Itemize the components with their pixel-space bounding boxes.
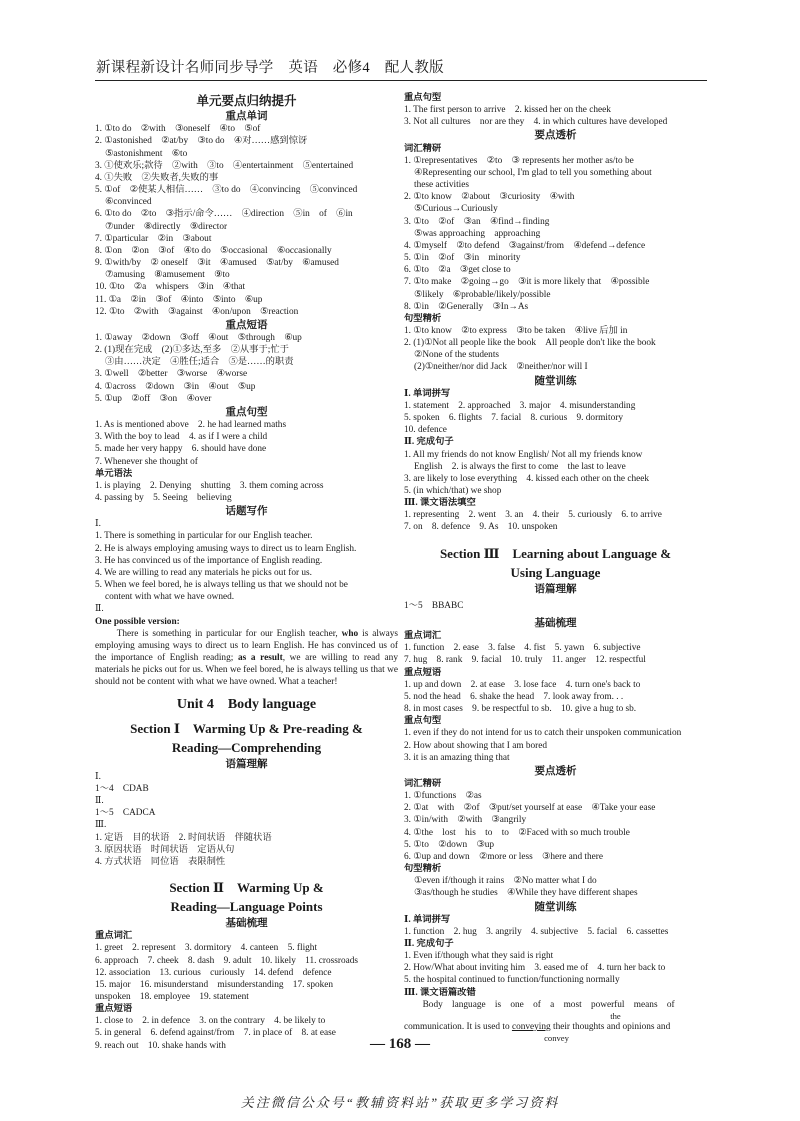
answer-line: 2. (1)①Not all people like the book All people don't like the book: [404, 338, 656, 349]
s3-d1: [404, 926, 707, 938]
answer-line: ⑤astonishment ⑥to: [105, 148, 188, 159]
footer-note: 关注微信公众号“教辅资料站”获取更多学习资料: [240, 1095, 560, 1110]
answer-line: 2. (1)现在完成 (2)①多达,至多 ②从事于;忙于: [95, 345, 289, 356]
correction-mark-2: convey: [544, 1033, 569, 1044]
answer-line: 1. ①away ②down ③off ④out ⑤through ⑥up: [95, 332, 302, 343]
phrase-heading: 重点短语: [225, 319, 268, 331]
answer-line: 1. greet 2. represent 3. dormitory 4. canteen 5. flight: [95, 943, 318, 954]
answer-line: 3. Not all cultures nor are they 4. in which cultures have developed: [404, 117, 668, 128]
correction-line-1: Body language is one of a most powerful means of: [404, 999, 675, 1010]
answer-line: 1. close to 2. in defence 3. on the contrary 4. be likely to: [95, 1016, 326, 1027]
answer-line: 3. With the boy to lead 4. as if I were a child: [95, 432, 268, 443]
essay-bold-who: who: [341, 628, 359, 639]
section-1-answers: [95, 771, 398, 868]
answer-line: 1～5 CADCA: [95, 808, 156, 819]
section-2-vocab-heading: 重点词汇: [95, 931, 133, 942]
s3-pattern-heading: 句型精析: [404, 864, 442, 875]
answer-line: 6. approach 7. cheek 8. dash 9. adult 10. likely 11. crossroads: [95, 955, 359, 966]
answer-line: content with what we have owned.: [105, 592, 235, 603]
answer-line: 3. are likely to lose everything 4. kissed each other on the cheek: [404, 473, 649, 484]
answer-line: ④Representing our school, I'm glad to tell you something about: [414, 167, 652, 178]
answer-line: 1. even if they do not intend for us to catch their unspoken communication: [404, 728, 682, 739]
answer-line: 11. ①a ②in ③of ④into ⑤into ⑥up: [95, 294, 263, 305]
s3-vocab: [404, 642, 707, 666]
writing-list: [95, 530, 398, 603]
s3-vocab2-heading: 词汇精研: [404, 778, 442, 789]
drill-heading: 随堂训练: [534, 375, 577, 387]
answer-line: 10. defence: [404, 425, 447, 436]
answer-line: 1. There is something in particular for our English teacher.: [95, 531, 313, 542]
answer-line: 8. ①in ②Generally ③In→As: [404, 301, 529, 312]
pattern-heading: 句型精析: [404, 313, 442, 324]
answer-line: 3. ①well ②better ③worse ④worse: [95, 369, 248, 380]
answer-line: 7. Whenever she thought of: [95, 456, 198, 467]
answer-line: 5. in general 6. defend against/from 7. in place of 8. at ease: [95, 1028, 336, 1039]
essay-bold-as-a-result: as a result: [237, 653, 283, 664]
answer-line: 2. How about showing that I am bored: [404, 740, 548, 751]
key-heading: 要点透析: [534, 130, 577, 142]
s3-phrase-heading: 重点短语: [404, 667, 442, 678]
answer-line: ①even if/though it rains ②No matter what I do: [414, 876, 597, 887]
drill-2-list: [404, 449, 707, 498]
s3-sentences: [404, 727, 707, 763]
answer-line: 1. function 2. hug 3. angrily 4. subjective 5. facial 6. cassettes: [404, 926, 669, 937]
s3-key-heading: 要点透析: [534, 765, 577, 777]
s3-d2: [404, 950, 707, 986]
answer-line: 1. ①representatives ②to ③ represents her mother as/to be: [404, 155, 634, 166]
correction-text-b: their thoughts and opinions and: [550, 1021, 671, 1032]
sample-essay: [95, 628, 398, 689]
answer-line: Ⅱ.: [95, 796, 104, 807]
answer-line: Ⅲ.: [95, 820, 107, 831]
answer-line: 5. ①in ②of ③in minority: [404, 253, 521, 264]
answer-line: 1. is playing 2. Denying shutting 3. them coming across: [95, 480, 324, 491]
sent-heading-r: 重点句型: [404, 93, 442, 103]
answer-line: 1～4 CDAB: [95, 783, 149, 794]
s3-vocab2: [404, 790, 707, 863]
correction-error-word: conveying: [511, 1021, 551, 1032]
answer-line: ⑦amusing ⑧amusement ⑨to: [105, 270, 230, 281]
s3-sent-heading: 重点句型: [404, 716, 442, 727]
section-2-line-1: Section Ⅱ Warming Up &: [169, 880, 324, 896]
answer-line: 1. As is mentioned above 2. he had learned maths: [95, 420, 287, 431]
answer-line: 1. ①functions ②as: [404, 791, 482, 802]
answer-line: ⑥convinced: [105, 197, 152, 208]
answer-line: 6. ①to ②a ③get close to: [404, 265, 511, 276]
answer-line: 5. ①to ②down ③up: [404, 839, 495, 850]
section-3-answers: 1～5 BBABC: [404, 600, 464, 611]
answer-line: 15. major 16. misunderstand misunderstanding 17. spoken: [95, 979, 334, 990]
answer-line: 1. The first person to arrive 2. kissed her on the cheek: [404, 105, 611, 116]
answer-line: 3. ①in/with ②with ③angrily: [404, 815, 527, 826]
right-column: [404, 92, 707, 1043]
answer-line: 7. ①to make ②going→go ③it is more likely that ④possible: [404, 277, 650, 288]
answer-line: 5. spoken 6. flights 7. facial 8. curious 9. dormitory: [404, 413, 623, 424]
answer-line: ③由……决定 ④胜任;适合 ⑤是……的职责: [105, 357, 294, 368]
answer-line: 1. All my friends do not know English/ Not all my friends know: [404, 449, 643, 460]
left-column: [95, 92, 398, 1052]
answer-line: ③as/though he studies ④While they have different shapes: [414, 888, 638, 899]
answer-line: 1. Even if/though what they said is right: [404, 951, 554, 962]
essay-part-2: is always employing amusing ways to direct us to learn English. He has convinced us of the importance of English reading;: [95, 628, 399, 664]
answer-line: ②None of the students: [414, 350, 500, 361]
writing-part-i: Ⅰ.: [95, 519, 101, 530]
correction-mark-1: the: [610, 1010, 621, 1021]
answer-line: Ⅰ.: [95, 771, 101, 782]
answer-line: 3. He has convinced us of the importance of English reading.: [95, 555, 323, 566]
section-2-vocab: [95, 942, 398, 1003]
correction-line-2: [404, 1021, 707, 1033]
drill-3-list: [404, 509, 707, 533]
writing-part-ii: Ⅱ.: [95, 604, 104, 615]
vocab-heading: 重点单词: [225, 111, 268, 123]
s3-d3-heading: Ⅲ. 课文语篇改错: [404, 987, 476, 998]
answer-line: 2. ①to know ②about ③curiosity ④with: [404, 192, 575, 203]
correction-text-a: communication. It is used to: [404, 1021, 512, 1032]
s3-d2-heading: Ⅱ. 完成句子: [404, 939, 454, 949]
answer-line: unspoken 18. employee 19. statement: [95, 992, 249, 1002]
s3-d1-heading: Ⅰ. 单词拼写: [404, 914, 451, 925]
s3-pattern: [404, 875, 707, 899]
writing-heading: 话题写作: [225, 506, 268, 518]
page-number: — 168 —: [370, 1036, 430, 1052]
section-2-phrase-heading: 重点短语: [95, 1004, 133, 1015]
answer-line: ⑤likely ⑥probable/likely/possible: [414, 289, 551, 300]
grammar-heading: 单元语法: [95, 468, 133, 479]
unit-summary-title: 单元要点归纳提升: [196, 94, 297, 108]
answer-line: 4. We are willing to read any materials he picks out for us.: [95, 567, 312, 578]
running-header: 新课程新设计名师同步导学 英语 必修4 配人教版: [96, 60, 444, 76]
section-1-line-2: Reading—Comprehending: [171, 739, 322, 755]
vocab-study-list: [404, 155, 707, 313]
answer-line: ⑤Curious→Curiously: [414, 204, 498, 215]
answer-line: 1. 定语 目的状语 2. 时间状语 伴随状语: [95, 832, 272, 843]
sent-list-r: [404, 104, 707, 128]
s3-vocab-heading: 重点词汇: [404, 631, 442, 642]
vocab-list: [95, 123, 398, 318]
answer-line: 1. up and down 2. at ease 3. lose face 4. turn one's back to: [404, 679, 641, 690]
section-1-sub: 语篇理解: [225, 758, 268, 770]
drill-1-list: [404, 400, 707, 436]
section-1-line-1: Section Ⅰ Warming Up & Pre-reading &: [130, 720, 363, 736]
answer-line: 2. He is always employing amusing ways to direct us to learn English.: [95, 543, 357, 554]
s3-phrases: [404, 679, 707, 715]
drill-2-heading: Ⅱ. 完成句子: [404, 437, 454, 448]
version-label: One possible version:: [95, 616, 180, 627]
drill-3-heading: Ⅲ. 课文语法填空: [404, 498, 476, 509]
section-3-line-1: Section Ⅲ Learning about Language &: [439, 545, 672, 561]
answer-line: 12. association 13. curious curiously 14. defend defence: [95, 967, 332, 978]
answer-line: 5. ①up ②off ③on ④over: [95, 393, 212, 404]
answer-line: 1. ①to do ②with ③oneself ④to ⑤of: [95, 124, 261, 135]
answer-line: 10. ①to ②a whispers ③in ④that: [95, 282, 246, 293]
answer-line: 4. ①across ②down ③in ④out ⑤up: [95, 381, 256, 392]
drill-1-heading: Ⅰ. 单词拼写: [404, 388, 451, 399]
answer-line: 4. 方式状语 同位语 表限制性: [95, 856, 226, 867]
answer-line: 3. it is an amazing thing that: [404, 752, 510, 763]
answer-line: 3. ①to ②of ③an ④find→finding: [404, 216, 550, 227]
answer-line: 5. When we feel bored, he is always telling us that we should not be: [95, 580, 348, 591]
unit-title: Unit 4 Body language: [176, 696, 317, 712]
answer-line: ⑤was approaching approaching: [414, 228, 541, 239]
answer-line: 4. ①the lost his to to ②Faced with so much trouble: [404, 827, 630, 838]
answer-line: 7. hug 8. rank 9. facial 10. truly 11. anger 12. respectful: [404, 655, 646, 666]
answer-line: 3. ①使欢乐;款待 ②with ③to ④entertainment ⑤entertained: [95, 160, 354, 171]
section-2-sub: 基础梳理: [225, 918, 268, 930]
answer-line: 7. on 8. defence 9. As 10. unspoken: [404, 522, 558, 533]
answer-line: ⑦under ⑧directly ⑨director: [105, 221, 228, 232]
answer-line: 4. passing by 5. Seeing believing: [95, 493, 232, 503]
answer-line: 6. ①up and down ②more or less ③here and there: [404, 851, 604, 862]
answer-line: English 2. is always the first to come the last to leave: [414, 461, 626, 472]
section-2-title: [95, 878, 398, 916]
answer-line: 8. ①on ②on ③of ④to do ⑤occasional ⑥occasionally: [95, 245, 332, 256]
answer-line: 5. nod the head 6. shake the head 7. look away from. . .: [404, 691, 624, 702]
sentence-heading: 重点句型: [225, 406, 268, 418]
answer-line: 7. ①particular ②in ③about: [95, 233, 212, 244]
answer-line: 2. ①at with ②of ③put/set yourself at ease ④Take your ease: [404, 803, 656, 814]
answer-line: 4. ①myself ②to defend ③against/from ④defend→defence: [404, 240, 646, 251]
section-3-sub: 语篇理解: [534, 583, 577, 595]
pattern-list: [404, 325, 707, 374]
answer-line: 1. statement 2. approached 3. major 4. misunderstanding: [404, 400, 636, 411]
answer-line: 8. in most cases 9. be respectful to sb. 10. give a hug to sb.: [404, 704, 637, 715]
vocab-study-heading: 词汇精研: [404, 143, 442, 154]
answer-line: 1. ①to know ②to express ③to be taken ④live 后加 in: [404, 325, 628, 336]
answer-line: 5. made her very happy 6. should have done: [95, 444, 267, 455]
grammar-list: [95, 480, 398, 504]
essay-part-3: , we are willing to read any materials he picks out for us. When we feel bored, he is always telling us that we should not be content with what we have owned. What a teacher!: [95, 653, 398, 688]
answer-line: 1. representing 2. went 3. an 4. their 5. curiously 6. to arrive: [404, 510, 662, 521]
answer-line: 9. ①with/by ② oneself ③it ④amused ⑤at/by ⑥amused: [95, 258, 339, 269]
answer-line: 5. the hospital continued to function/functioning normally: [404, 975, 620, 986]
answer-line: these activities: [414, 180, 469, 191]
phrase-list: [95, 332, 398, 405]
section-1-title: [95, 719, 398, 757]
answer-line: 9. reach out 10. shake hands with: [95, 1040, 226, 1051]
answer-line: 1. function 2. ease 3. false 4. fist 5. yawn 6. subjective: [404, 643, 641, 654]
answer-line: (2)①neither/nor did Jack ②neither/nor will I: [414, 362, 588, 373]
section-2-line-2: Reading—Language Points: [170, 899, 323, 915]
section-3-basic: 基础梳理: [534, 617, 577, 629]
answer-line: 12. ①to ②with ③against ④on/upon ⑤reaction: [95, 306, 299, 317]
s3-drill-heading: 随堂训练: [534, 901, 577, 913]
answer-line: 2. ①astonished ②at/by ③to do ④对……感到惊讶: [95, 136, 308, 147]
section-3-title: [404, 544, 707, 582]
essay-part-1: There is something in particular for our English teacher,: [95, 628, 338, 639]
section-3-line-2: Using Language: [510, 564, 601, 580]
answer-line: 5. ①of ②使某人相信…… ③to do ④convincing ⑤convinced: [95, 185, 358, 196]
answer-line: 5. (in which/that) we shop: [404, 486, 502, 496]
header-rule: [95, 80, 707, 81]
answer-line: 4. ①失败 ②失败者,失败的事: [95, 172, 219, 183]
sentence-list: [95, 419, 398, 468]
answer-line: 3. 原因状语 时间状语 定语从句: [95, 844, 235, 855]
answer-line: 6. ①to do ②to ③指示/命令…… ④direction ⑤in of ⑥in: [95, 209, 353, 220]
answer-line: 2. How/What about inviting him 3. eased me of 4. turn her back to: [404, 963, 666, 974]
